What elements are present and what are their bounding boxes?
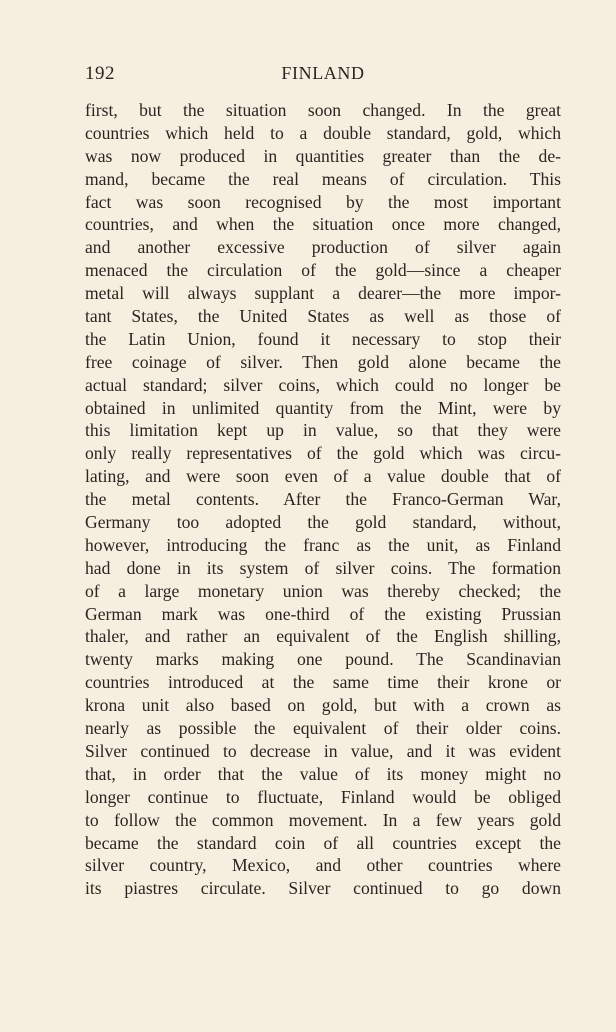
- text-line: Germany too adopted the gold standard, without,: [85, 512, 561, 533]
- text-line: silver country, Mexico, and other countries where: [85, 855, 561, 876]
- text-line: thaler, and rather an equivalent of the English shilling,: [85, 626, 561, 647]
- text-line: to follow the common movement. In a few years gold: [85, 809, 561, 830]
- text-line: mand, became the real means of circulation. This: [85, 168, 561, 189]
- text-line: however, introducing the franc as the unit, as Finland: [85, 534, 561, 555]
- page-number: 192: [85, 63, 115, 84]
- text-line: metal will always supplant a dearer—the more impor-: [85, 283, 561, 304]
- text-line: of a large monetary union was thereby checked; the: [85, 580, 561, 601]
- text-line: was now produced in quantities greater than the de-: [85, 145, 561, 166]
- text-line: free coinage of silver. Then gold alone became the: [85, 351, 561, 372]
- text-line: countries introduced at the same time their krone or: [85, 672, 561, 693]
- text-line: and another excessive production of silver again: [85, 237, 561, 258]
- text-line: lating, and were soon even of a value double that of: [85, 466, 561, 487]
- text-line: German mark was one-third of the existing Prussian: [85, 603, 561, 624]
- text-line: the Latin Union, found it necessary to stop their: [85, 328, 561, 349]
- text-line: menaced the circulation of the gold—since a cheaper: [85, 260, 561, 281]
- text-line: its piastres circulate. Silver continued to go down: [85, 878, 561, 899]
- text-line: first, but the situation soon changed. In the great: [85, 100, 561, 120]
- text-line: countries which held to a double standard, gold, which: [85, 122, 561, 143]
- text-line: nearly as possible the equivalent of their older coins.: [85, 718, 561, 739]
- text-line: Silver continued to decrease in value, and it was evident: [85, 740, 561, 761]
- running-head: FINLAND: [281, 63, 365, 83]
- text-line: countries, and when the situation once more changed,: [85, 214, 561, 235]
- text-line: this limitation kept up in value, so that they were: [85, 420, 561, 441]
- text-line: krona unit also based on gold, but with a crown as: [85, 695, 561, 716]
- text-line: tant States, the United States as well as those of: [85, 306, 561, 327]
- text-line: actual standard; silver coins, which could no longer be: [85, 374, 561, 395]
- text-line: that, in order that the value of its money might no: [85, 763, 561, 784]
- page-header: [85, 63, 561, 87]
- text-line: obtained in unlimited quantity from the Mint, were by: [85, 397, 561, 418]
- text-line: had done in its system of silver coins. The formation: [85, 557, 561, 578]
- text-line: fact was soon recognised by the most important: [85, 191, 561, 212]
- text-line: the metal contents. After the Franco-German War,: [85, 489, 561, 510]
- text-line: only really representatives of the gold which was circu-: [85, 443, 561, 464]
- text-line: twenty marks making one pound. The Scandinavian: [85, 649, 561, 670]
- text-line: became the standard coin of all countries except the: [85, 832, 561, 853]
- body-text: [85, 99, 561, 900]
- text-line: longer continue to fluctuate, Finland would be obliged: [85, 786, 561, 807]
